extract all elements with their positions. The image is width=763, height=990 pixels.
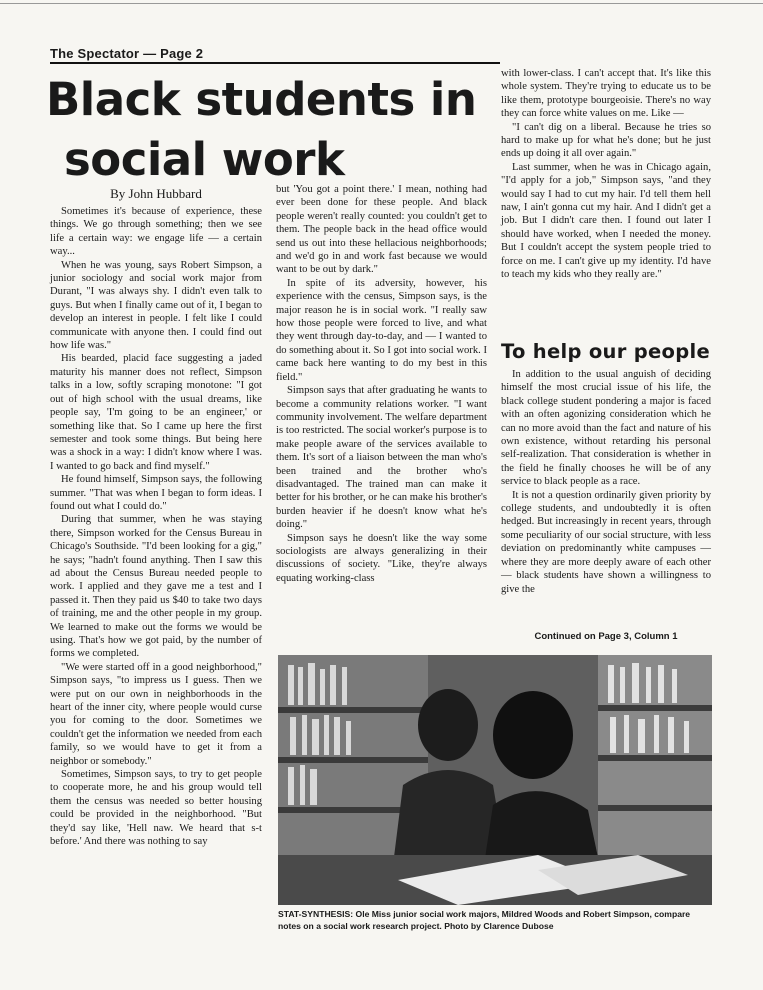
page-top-rule bbox=[0, 3, 763, 4]
paragraph: During that summer, when he was staying there, Simpson worked for the Census Bureau in Chicago's Southside. "I'd been looking for a gig," he says; "hadn't found anything. Then I saw this ad about the Census Bureau needed people to work. I applied and they gave me a test and I passed it. Then they paid us $40 to take two days of training, me and the other people in my group. We learned to make out the forms we would be using. That's how we got paid, by the number of forms we completed. bbox=[50, 514, 262, 660]
article-column-3-continued bbox=[501, 368, 711, 596]
byline: By John Hubbard bbox=[110, 186, 202, 201]
paragraph: It is not a question ordinarily given priority by college students, and undoubtedly it is often hedged. But increasingly in recent years, through some peculiarity of our social structure, with less deviation on predominantly white campuses — where they are more deeply aware of each other — black students have shown a willingness to give the bbox=[501, 489, 711, 595]
paragraph: Simpson says he doesn't like the way some sociologists are always generalizing in their discussions of society. "Like, they're always equating working-class bbox=[276, 532, 487, 584]
continued-notice: Continued on Page 3, Column 1 bbox=[534, 631, 678, 642]
paragraph: Last summer, when he was in Chicago again, "I'd apply for a job," Simpson says, "and they would say I had to cut my hair. I'd tell them hell naw, I ain't gonna cut my hair. And I didn't get a job. But I didn't care then. I found out later I should have worked, when I needed the money. But I couldn't accept the system people tried to force on me. I can't give up my identity. I'd have to teach my kids who they really are." bbox=[501, 161, 711, 281]
paragraph: Sometimes, Simpson says, to try to get people to cooperate more, he and his group would tell them the census was needed so better housing could be provided in the neighborhood. "But they'd say like, 'Hell naw. We heard that s-t before.' And there was nothing to say bbox=[50, 769, 262, 848]
paragraph: "We were started off in a good neighborhood," Simpson says, "to impress us I guess. Then we were put on our own in neighborhoods in the heart of the inner city, where people would curse you for coming to the door. Sometimes we couldn't get the information we needed from each family, so we would have to get it from a neighbor or somebody." bbox=[50, 661, 262, 767]
paragraph: with lower-class. I can't accept that. It's like this whole system. They're trying to educate us to be like them, prototype bourgeoisie. There's no way they can force white values on me. Like — bbox=[501, 68, 711, 120]
article-column-3 bbox=[501, 67, 711, 282]
subhead: To help our people bbox=[501, 340, 710, 363]
news-photo bbox=[278, 655, 712, 905]
paragraph: but 'You got a point there.' I mean, nothing had ever been done for these people. And black people weren't really counted: you couldn't get to them. The people back in the head office would send us out into these hellacious neighborhoods; and we'd go in and work fast because we would want to be out by dark." bbox=[276, 184, 487, 276]
paragraph: "I can't dig on a liberal. Because he tries so hard to make up for what he's done; but he just ends up doing it all over again." bbox=[501, 121, 711, 160]
paragraph: Sometimes it's because of experience, these things. We go through something; then we see life a certain way: we engage life — a certain way... bbox=[50, 206, 262, 258]
paragraph: In spite of its adversity, however, his experience with the census, Simpson says, is the major reason he is in social work. "I really saw how those people were forced to live, and what they went through day-to-day, and — I wanted to do something about it. So I got into social work. I came back here wanting to do my best in this field." bbox=[276, 277, 487, 383]
headline bbox=[46, 70, 486, 190]
paragraph: He found himself, Simpson says, the following summer. "That was when I began to form ideas. I found out what I could do." bbox=[50, 474, 262, 512]
running-head: The Spectator — Page 2 bbox=[50, 46, 204, 61]
paragraph: In addition to the usual anguish of deciding himself the most crucial issue of his life, the black college student pondering a major is faced with an often agonizing consideration which he can no more avoid than the fact and nature of his own existence, without retarding his personal self-realization. That consideration is whether in the field he finally chooses he will be of any service to black people as a race. bbox=[501, 369, 711, 488]
photo-caption: STAT-SYNTHESIS: Ole Miss junior social work majors, Mildred Woods and Robert Simpson, compare notes on a social work research project. Photo by Clarence Dubose bbox=[278, 909, 691, 931]
headline-line-2: social work bbox=[64, 133, 345, 186]
article-column-1 bbox=[50, 205, 262, 849]
header-rule bbox=[50, 62, 500, 64]
paragraph: His bearded, placid face suggesting a jaded maturity his manner does not reflect, Simpson talks in a low, softly scraping monotone: "I got out of high school with the usual dreams, like people say, 'I'm going to be an engineer,' or something like that. So I came up here the first semester and took some things. But being here was a shock in a way: I didn't know where I was. I wanted to go back and find myself." bbox=[50, 353, 262, 472]
headline-line-1: Black students in bbox=[46, 73, 477, 126]
article-column-2 bbox=[276, 183, 487, 585]
paragraph: When he was young, says Robert Simpson, a junior sociology and social work major from Durant, "I was always shy. I didn't even talk to guys. But when I finally came out of it, I began to develop an interest in people. I felt like I could communicate with anyone then. I could find out how life was." bbox=[50, 259, 262, 352]
photo-illustration bbox=[278, 655, 712, 905]
paragraph: Simpson says that after graduating he wants to become a community relations worker. "I want community involvement. The welfare department is too restricted. The social worker's purpose is to make people aware of the services available to them. It's sort of a liaison between the man who's been trained and the brother who's disadvantaged. The trained man can make it better for his brother, or he can make his brother's burden heavier if he doesn't know what he's doing." bbox=[276, 385, 487, 531]
